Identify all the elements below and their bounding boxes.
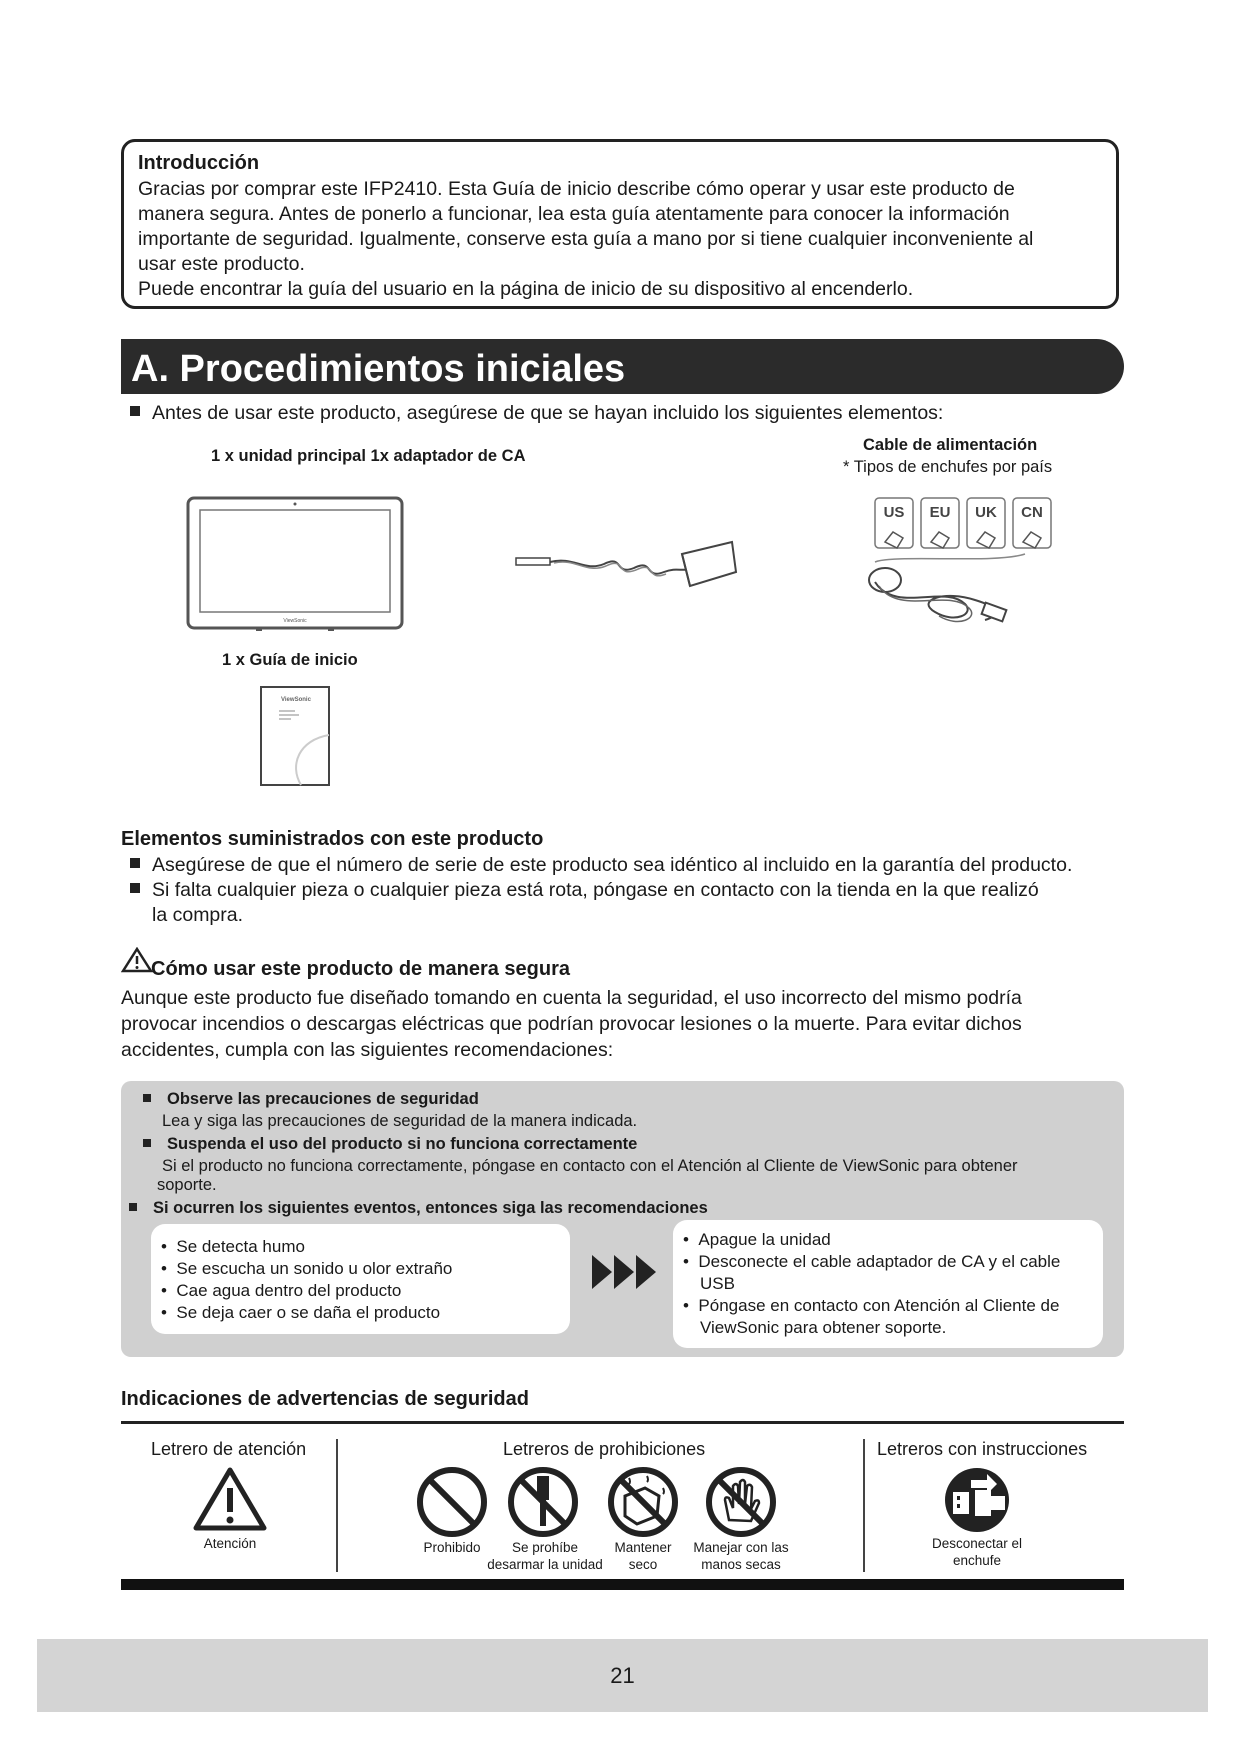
column-divider: [336, 1439, 338, 1572]
supplied-bullet: [130, 853, 1072, 878]
unplug-sign-icon: [943, 1466, 1011, 1534]
observe-text: Lea y siga las precauciones de seguridad de la manera indicada.: [162, 1112, 638, 1130]
plug-eu-label: EU: [929, 504, 951, 521]
plug-types-label: * Tipos de enchufes por país: [843, 458, 1053, 476]
suspend-text-cont: soporte.: [157, 1176, 217, 1194]
intro-line: Gracias por comprar este IFP2410. Esta Guía de inicio describe cómo operar y usar este producto de: [138, 178, 1015, 200]
supplied-items-title: Elementos suministrados con este producto: [121, 828, 544, 850]
supplied-bullet: [130, 878, 1039, 903]
guide-brand: ViewSonic: [281, 697, 311, 703]
event-item: • Se deja caer o se daña el producto: [161, 1303, 441, 1322]
package-contents-bullet: [130, 401, 943, 426]
events-title: Si ocurren los siguientes eventos, entonces siga las recomendaciones: [153, 1199, 708, 1217]
power-cable-illustration: [855, 494, 1055, 630]
supplied-bullet-text: Asegúrese de que el número de serie de este producto sea idéntico al incluido en la garantía del producto.: [152, 854, 1073, 876]
main-unit-label: 1 x unidad principal 1x adaptador de CA: [211, 447, 526, 465]
event-item: • Cae agua dentro del producto: [161, 1281, 402, 1300]
page-number: 21: [610, 1663, 635, 1688]
square-bullet-icon: [143, 1094, 151, 1102]
prohibited-sign-icon: [416, 1466, 488, 1538]
observe-precautions: [143, 1089, 479, 1109]
square-bullet-icon: [129, 1203, 137, 1211]
quick-start-guide-illustration: [259, 685, 331, 787]
prohibitions-column-header: Letreros de prohibiciones: [503, 1439, 706, 1459]
intro-line: manera segura. Antes de ponerlo a funcionar, lea esta guía atentamente para conocer la información: [138, 203, 1010, 225]
triple-arrow-icon: [590, 1252, 658, 1292]
intro-title: Introducción: [138, 152, 260, 174]
action-item: • Desconecte el cable adaptador de CA y el cable: [683, 1252, 1061, 1271]
no-disassemble-sign-icon: [507, 1466, 579, 1538]
event-item: • Se detecta humo: [161, 1237, 305, 1256]
dry-hands-sign-icon: [705, 1466, 777, 1538]
attention-caption: Atención: [203, 1536, 257, 1551]
action-item: • Apague la unidad: [683, 1230, 831, 1249]
page-footer: [37, 1639, 1208, 1712]
indicators-title: Indicaciones de advertencias de seguridad: [121, 1388, 529, 1410]
square-bullet-icon: [143, 1139, 151, 1147]
introduction-box: [121, 139, 1119, 309]
suspend-use: [143, 1134, 637, 1154]
no-disassemble-caption: Se prohíbe desarmar la unidad: [487, 1540, 603, 1572]
action-item: • Póngase en contacto con Atención al Cliente de: [683, 1296, 1060, 1315]
supplied-bullet-continuation: la compra.: [152, 904, 244, 926]
events-list-box: [151, 1224, 570, 1334]
observe-title: Observe las precauciones de seguridad: [167, 1090, 479, 1108]
warning-triangle-icon: [121, 947, 153, 973]
monitor-brand: ViewSonic: [283, 618, 307, 624]
unplug-caption: Desconectar el enchufe: [931, 1536, 1023, 1568]
quick-guide-label: 1 x Guía de inicio: [222, 651, 358, 669]
square-bullet-icon: [130, 406, 140, 416]
power-cable-label: Cable de alimentación: [863, 436, 1038, 454]
section-title: A. Procedimientos iniciales: [131, 348, 626, 390]
instructions-column-header: Letreros con instrucciones: [877, 1439, 1088, 1459]
square-bullet-icon: [130, 883, 140, 893]
actions-list-box: [673, 1220, 1103, 1348]
attention-column-header: Letrero de atención: [151, 1439, 307, 1459]
action-item-cont: ViewSonic para obtener soporte.: [700, 1318, 947, 1337]
event-item: • Se escucha un sonido u olor extraño: [161, 1259, 453, 1278]
prohibited-caption: Prohibido: [423, 1540, 481, 1555]
ac-adapter-illustration: [514, 536, 742, 596]
keep-dry-caption: Mantener seco: [614, 1540, 672, 1572]
events-heading: [129, 1198, 708, 1218]
plug-us-label: US: [883, 504, 905, 521]
square-bullet-icon: [130, 858, 140, 868]
intro-line: Puede encontrar la guía del usuario en la página de inicio de su dispositivo al encenderlo.: [138, 278, 914, 300]
plug-cn-label: CN: [1021, 504, 1043, 521]
keep-dry-sign-icon: [607, 1466, 679, 1538]
suspend-title: Suspenda el uso del producto si no funciona correctamente: [167, 1135, 638, 1153]
safe-use-line: accidentes, cumpla con las siguientes recomendaciones:: [121, 1039, 614, 1061]
intro-line: usar este producto.: [138, 253, 305, 275]
safe-use-title: Cómo usar este producto de manera segura: [151, 958, 571, 980]
safe-use-line: Aunque este producto fue diseñado tomando en cuenta la seguridad, el uso incorrecto del mismo podría: [121, 987, 1022, 1009]
safe-use-line: provocar incendios o descargas eléctricas que podrían provocar lesiones o la muerte. Para evitar dichos: [121, 1013, 1022, 1035]
plug-uk-label: UK: [975, 504, 997, 521]
intro-line: importante de seguridad. Igualmente, conserve esta guía a mano por si tiene cualquier inconveniente al: [138, 228, 1034, 250]
column-divider: [863, 1439, 865, 1572]
action-item-cont: USB: [700, 1274, 735, 1293]
indicators-bottom-rule: [121, 1579, 1124, 1590]
suspend-text: Si el producto no funciona correctamente, póngase en contacto con el Atención al Cliente de ViewSonic para obtener: [162, 1157, 1018, 1175]
indicators-top-rule: [121, 1421, 1124, 1424]
main-unit-illustration: [186, 496, 404, 634]
supplied-bullet-text: Si falta cualquier pieza o cualquier pieza está rota, póngase en contacto con la tienda en la que realizó: [152, 879, 1039, 901]
dry-hands-caption: Manejar con las manos secas: [693, 1540, 789, 1572]
attention-sign-icon: [192, 1466, 268, 1532]
package-contents-text: Antes de usar este producto, asegúrese de que se hayan incluido los siguientes elementos:: [152, 402, 944, 424]
